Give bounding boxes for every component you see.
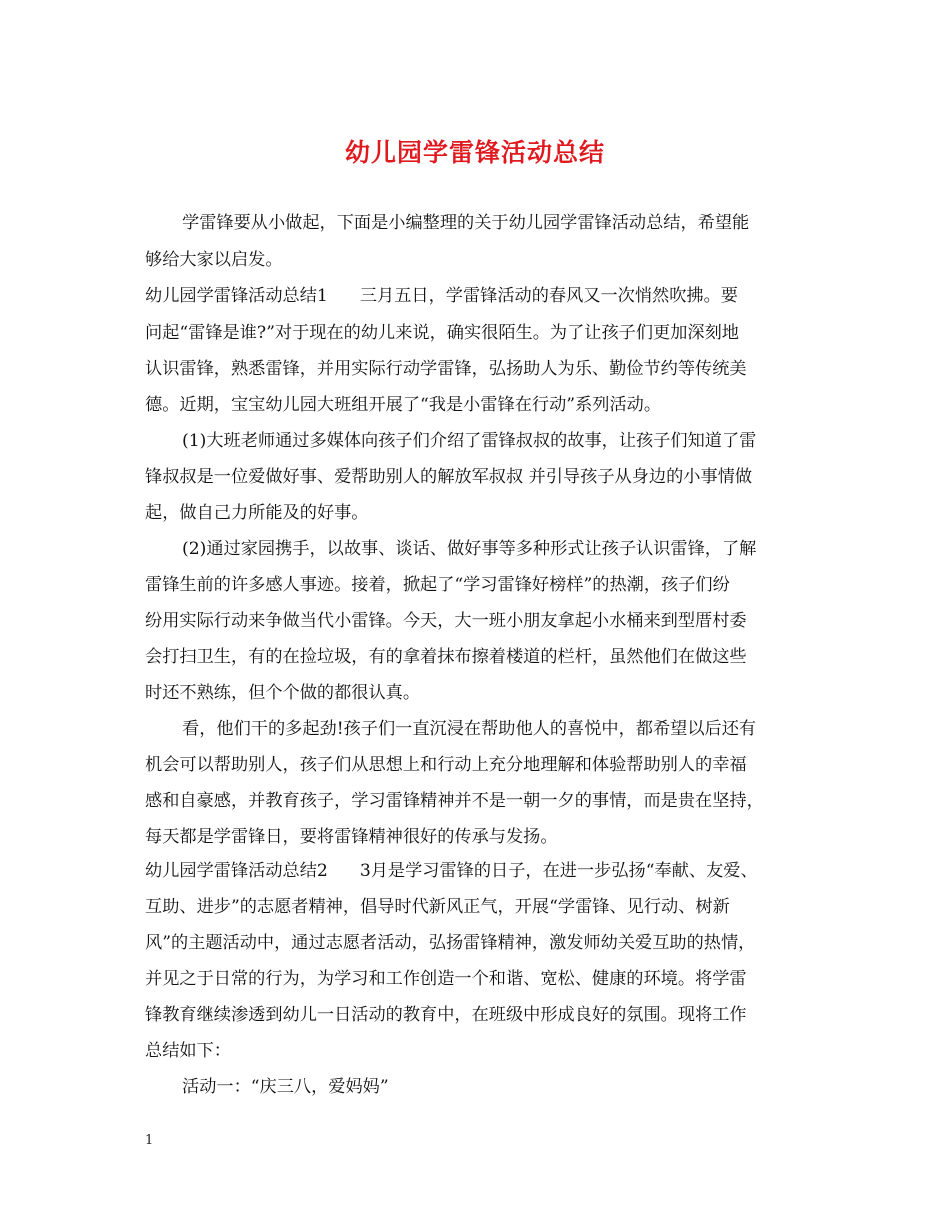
paragraph-line: 锋教育继续渗透到幼儿一日活动的教育中，在班级中形成良好的氛围。现将工作 bbox=[145, 1005, 747, 1025]
section-heading-1: 幼儿园学雷锋活动总结1 bbox=[145, 286, 328, 306]
paragraph-line: 德。近期，宝宝幼儿园大班组开展了“我是小雷锋在行动”系列活动。 bbox=[145, 395, 662, 415]
paragraph-line: 时还不熟练，但个个做的都很认真。 bbox=[145, 683, 421, 703]
section-heading-2: 幼儿园学雷锋活动总结2 bbox=[145, 861, 328, 881]
paragraph-line: 看，他们干的多起劲!孩子们一直沉浸在帮助他人的喜悦中，都希望以后还有 bbox=[182, 719, 757, 739]
paragraph-line: 够给大家以启发。 bbox=[145, 250, 283, 270]
paragraph-line bbox=[145, 284, 738, 308]
paragraph-line: (1)大班老师通过多媒体向孩子们介绍了雷锋叔叔的故事，让孩子们知道了雷 bbox=[182, 431, 757, 451]
paragraph-line: 会打扫卫生，有的在捡垃圾，有的拿着抹布擦着楼道的栏杆，虽然他们在做这些 bbox=[145, 647, 747, 667]
paragraph-line: 起，做自己力所能及的好事。 bbox=[145, 503, 369, 523]
paragraph-line: 总结如下： bbox=[145, 1041, 231, 1061]
paragraph-line: (2)通过家园携手，以故事、谈话、做好事等多种形式让孩子认识雷锋，了解 bbox=[182, 539, 757, 559]
paragraph-text: 3月是学习雷锋的日子，在进一步弘扬“奉献、友爱、 bbox=[359, 861, 758, 881]
activity-heading: 活动一：“庆三八，爱妈妈” bbox=[182, 1077, 389, 1097]
paragraph-line: 并见之于日常的行为，为学习和工作创造一个和谐、宽松、健康的环境。将学雷 bbox=[145, 969, 747, 989]
paragraph-line: 雷锋生前的许多感人事迹。接着，掀起了“学习雷锋好榜样”的热潮，孩子们纷 bbox=[145, 575, 730, 595]
paragraph-line: 认识雷锋，熟悉雷锋，并用实际行动学雷锋，弘扬助人为乐、勤俭节约等传统美 bbox=[145, 359, 747, 379]
paragraph-line: 学雷锋要从小做起，下面是小编整理的关于幼儿园学雷锋活动总结，希望能 bbox=[182, 213, 750, 233]
paragraph-line: 锋叔叔是一位爱做好事、爱帮助别人的解放军叔叔 并引导孩子从身边的小事情做 bbox=[145, 467, 753, 487]
paragraph-line: 感和自豪感，并教育孩子，学习雷锋精神并不是一朝一夕的事情，而是贵在坚持， bbox=[145, 791, 764, 811]
paragraph-line: 问起“雷锋是谁?”对于现在的幼儿来说，确实很陌生。为了让孩子们更加深刻地 bbox=[145, 323, 739, 343]
page-number: 1 bbox=[145, 1133, 154, 1148]
document-title: 幼儿园学雷锋活动总结 bbox=[344, 138, 605, 167]
paragraph-line bbox=[145, 859, 758, 883]
paragraph-line: 纷用实际行动来争做当代小雷锋。今天，大一班小朋友拿起小水桶来到型厝村委 bbox=[145, 611, 747, 631]
paragraph-line: 每天都是学雷锋日，要将雷锋精神很好的传承与发扬。 bbox=[145, 827, 558, 847]
paragraph-text: 三月五日，学雷锋活动的春风又一次悄然吹拂。要 bbox=[359, 286, 738, 306]
paragraph-line: 风”的主题活动中，通过志愿者活动，弘扬雷锋精神，激发师幼关爱互助的热情， bbox=[145, 933, 756, 953]
paragraph-line: 互助、进步”的志愿者精神，倡导时代新风正气，开展“学雷锋、见行动、树新 bbox=[145, 897, 730, 917]
paragraph-line: 机会可以帮助别人，孩子们从思想上和行动上充分地理解和体验帮助别人的幸福 bbox=[145, 755, 747, 775]
